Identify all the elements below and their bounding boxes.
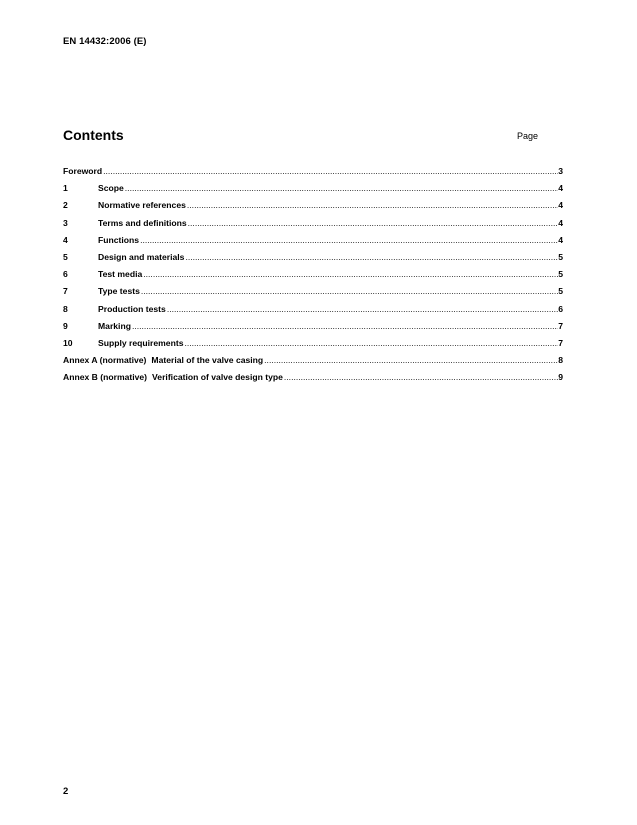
toc-entry-page: 5 bbox=[558, 269, 563, 280]
toc-entry-number: 5 bbox=[63, 251, 68, 262]
toc-entry-number: 10 bbox=[63, 337, 73, 348]
table-of-contents bbox=[63, 166, 563, 389]
toc-entry-title: Marking bbox=[98, 320, 131, 331]
toc-dot-leader bbox=[143, 269, 558, 279]
toc-entry-page: 4 bbox=[558, 183, 563, 194]
toc-entry-number: 4 bbox=[63, 234, 68, 245]
toc-dot-leader bbox=[184, 338, 558, 348]
toc-entry-title: Normative references bbox=[98, 200, 186, 211]
toc-entry-functions[interactable] bbox=[63, 235, 563, 252]
toc-entry-title: Scope bbox=[98, 183, 124, 194]
toc-dot-leader bbox=[140, 235, 558, 245]
toc-entry-title: Material of the valve casing bbox=[151, 355, 264, 366]
toc-dot-leader bbox=[167, 304, 558, 314]
toc-entry-page: 7 bbox=[558, 320, 563, 331]
toc-entry-page: 6 bbox=[558, 303, 563, 314]
toc-annex-label: Annex A (normative) bbox=[63, 355, 147, 366]
toc-entry-page: 8 bbox=[558, 355, 563, 366]
toc-entry-number: 9 bbox=[63, 320, 68, 331]
toc-entry-marking[interactable] bbox=[63, 321, 563, 338]
toc-entry-number: 7 bbox=[63, 286, 68, 297]
toc-entry-title: Verification of valve design type bbox=[152, 372, 283, 383]
toc-entry-test-media[interactable] bbox=[63, 269, 563, 286]
toc-entry-annex-b[interactable] bbox=[63, 372, 563, 389]
toc-entry-title: Functions bbox=[98, 234, 140, 245]
toc-dot-leader bbox=[125, 183, 558, 193]
toc-entry-production-tests[interactable] bbox=[63, 304, 563, 321]
toc-entry-number: 6 bbox=[63, 269, 68, 280]
toc-entry-page: 4 bbox=[558, 217, 563, 228]
toc-entry-number: 8 bbox=[63, 303, 68, 314]
toc-entry-title: Design and materials bbox=[98, 251, 185, 262]
toc-dot-leader bbox=[185, 252, 558, 262]
toc-entry-number: 2 bbox=[63, 200, 68, 211]
document-header: EN 14432:2006 (E) bbox=[63, 36, 147, 47]
toc-entry-title: Production tests bbox=[98, 303, 166, 314]
toc-dot-leader bbox=[132, 321, 558, 331]
toc-dot-leader bbox=[264, 355, 558, 365]
toc-entry-annex-a[interactable] bbox=[63, 355, 563, 372]
toc-entry-page: 4 bbox=[558, 200, 563, 211]
page-column-label: Page bbox=[517, 131, 539, 141]
toc-dot-leader bbox=[188, 218, 559, 228]
toc-dot-leader bbox=[103, 166, 558, 176]
contents-title: Contents bbox=[63, 127, 124, 143]
toc-entry-design-and-materials[interactable] bbox=[63, 252, 563, 269]
toc-entry-page: 4 bbox=[558, 234, 563, 245]
toc-entry-supply-requirements[interactable] bbox=[63, 338, 563, 355]
toc-entry-title: Foreword bbox=[63, 166, 103, 176]
toc-entry-number: 1 bbox=[63, 183, 68, 194]
toc-annex-label: Annex B (normative) bbox=[63, 372, 148, 383]
toc-entry-title: Supply requirements bbox=[98, 337, 184, 348]
toc-entry-normative-references[interactable] bbox=[63, 200, 563, 217]
toc-dot-leader bbox=[187, 200, 558, 210]
toc-dot-leader bbox=[284, 372, 558, 382]
toc-entry-page: 9 bbox=[558, 372, 563, 383]
toc-entry-page: 5 bbox=[558, 251, 563, 262]
toc-entry-type-tests[interactable] bbox=[63, 286, 563, 303]
toc-entry-scope[interactable] bbox=[63, 183, 563, 200]
toc-entry-page: 3 bbox=[558, 166, 563, 176]
toc-entry-terms-and-definitions[interactable] bbox=[63, 218, 563, 235]
page-number: 2 bbox=[63, 786, 69, 797]
toc-entry-page: 5 bbox=[558, 286, 563, 297]
toc-entry-title: Terms and definitions bbox=[98, 217, 187, 228]
toc-dot-leader bbox=[141, 286, 558, 296]
toc-entry-number: 3 bbox=[63, 217, 68, 228]
toc-entry-foreword[interactable] bbox=[63, 166, 563, 183]
toc-entry-title: Type tests bbox=[98, 286, 140, 297]
toc-entry-title: Test media bbox=[98, 269, 143, 280]
toc-entry-page: 7 bbox=[558, 337, 563, 348]
